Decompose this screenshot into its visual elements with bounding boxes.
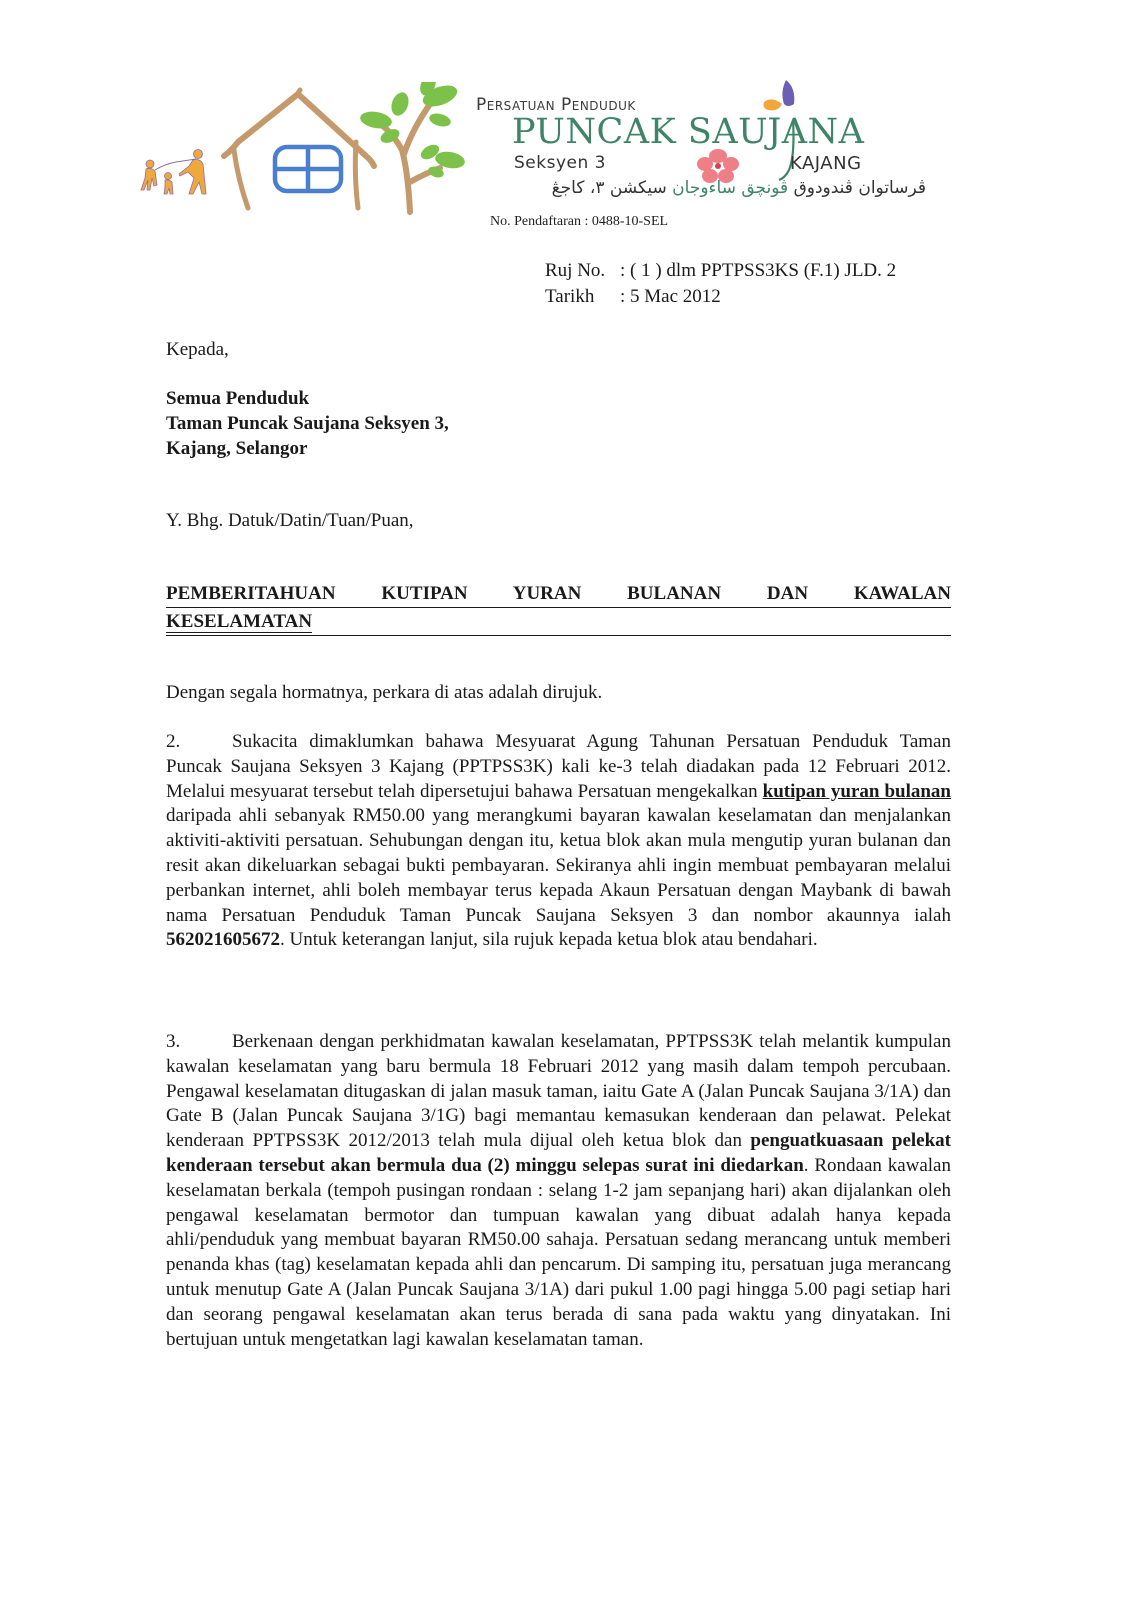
recipient-address <box>166 386 951 461</box>
emphasis-fee: kutipan yuran bulanan <box>762 780 951 802</box>
recipient-line1: Semua Penduduk <box>166 388 310 409</box>
tarikh-value: : 5 Mac 2012 <box>620 286 721 307</box>
jawi-part1: ڤرساتوان ڤندودوق <box>793 178 926 198</box>
recipient-line2: Taman Puncak Saujana Seksyen 3, <box>166 413 449 434</box>
subject-heading <box>166 580 951 636</box>
kepada: Kepada, <box>166 339 229 360</box>
emphasis-enforcement: penguatkuasaan pelekat kenderaan tersebut akan bermula dua (2) minggu selepas surat ini diedarkan <box>166 1130 951 1176</box>
org-line1: Persatuan Penduduk <box>476 95 636 115</box>
registration-number: No. Pendaftaran : 0488-10-SEL <box>490 214 669 229</box>
ruj-label: Ruj No. <box>545 260 606 281</box>
recipient-line3: Kajang, Selangor <box>166 438 308 459</box>
org-town: KAJANG <box>790 153 862 174</box>
paragraph-number: 3. <box>166 1031 181 1052</box>
paragraph-2: 2. Sukacita dimaklumkan bahawa Mesyuarat Agung Tahunan Persatuan Penduduk Taman Puncak Saujana Seksyen 3 Kajang (PPTPSS3K) kali ke-3 telah diadakan pada 12 Februari 2012. Melalui mesyuarat tersebut telah dipersetujui bahawa Persatuan mengekalkan kutipan yuran bulanan daripada ahli sebanyak RM50.00 yang merangkumi bayaran kawalan keselamatan dan menjalankan aktiviti-aktiviti persatuan. Sehubungan dengan itu, ketua blok akan mula mengutip yuran bulanan dan resit akan dikeluarkan sebagai bukti pembayaran. Sekiranya ahli ingin membuat pembayaran melalui perbankan internet, ahli boleh membayar terus kepada Akaun Persatuan dengan Maybank di bawah nama Persatuan Penduduk Taman Puncak Saujana Seksyen 3 dan nombor akaunnya ialah 562021605672. Untuk keterangan lanjut, sila rujuk kepada ketua blok atau bendahari. <box>166 731 951 951</box>
org-name: PUNCAK SAUJANA <box>512 112 865 152</box>
tree-icon <box>359 82 466 212</box>
jawi-part2: ڤونچق ساءوجان <box>672 178 789 198</box>
reference-block <box>545 258 896 310</box>
association-logo <box>138 82 468 217</box>
jawi-part3: سيکشن ٣، کاجڠ <box>551 178 667 198</box>
salutation: Y. Bhg. Datuk/Datin/Tuan/Puan, <box>166 510 414 531</box>
subject-line2: KESELAMATAN <box>166 608 951 636</box>
account-number: 562021605672 <box>166 929 280 951</box>
family-figures-icon <box>141 150 206 195</box>
subject-line1: PEMBERITAHUAN KUTIPAN YURAN BULANAN DAN KAWALAN <box>166 580 951 608</box>
ruj-value: : ( 1 ) dlm PPTPSS3KS (F.1) JLD. 2 <box>620 260 897 281</box>
window-icon <box>275 147 341 191</box>
paragraph-3: 3. Berkenaan dengan perkhidmatan kawalan keselamatan, PPTPSS3K telah melantik kumpulan kawalan keselamatan yang baru bermula 18 Februari 2012 yang masih dalam tempoh percubaan. Pengawal keselamatan ditugaskan di jalan masuk taman, iaitu Gate A (Jalan Puncak Saujana 3/1A) dan Gate B (Jalan Puncak Saujana 3/1G) bagi memantau kemasukan kenderaan dan pelawat. Pelekat kenderaan PPTPSS3K 2012/2013 telah mula dijual oleh ketua blok dan penguatkuasaan pelekat kenderaan tersebut akan bermula dua (2) minggu selepas surat ini diedarkan. Rondaan kawalan keselamatan berkala (tempoh pusingan rondaan : selang 1-2 jam sepanjang hari) akan dijalankan oleh pengawal keselamatan bermotor dan tumpuan kawalan yang dibuat adalah hanya kepada ahli/penduduk yang membuat bayaran RM50.00 sahaja. Persatuan sedang merancang untuk memberi penanda khas (tag) keselamatan kepada ahli dan pencarum. Di samping itu, persatuan juga merancang untuk menutup Gate A (Jalan Puncak Saujana 3/1A) dari pukul 1.00 pagi hingga 5.00 pagi setiap hari dan seorang pengawal keselamatan akan terus berada di sana pada waktu yang dinyatakan. Ini bertujuan untuk mengetatkan lagi kawalan keselamatan taman. <box>166 1031 951 1350</box>
tarikh-label: Tarikh <box>545 286 595 307</box>
org-section: Seksyen 3 <box>514 153 606 173</box>
paragraph-number: 2. <box>166 731 181 752</box>
org-jawi-name <box>476 178 926 198</box>
intro-paragraph: Dengan segala hormatnya, perkara di atas adalah dirujuk. <box>166 682 603 703</box>
